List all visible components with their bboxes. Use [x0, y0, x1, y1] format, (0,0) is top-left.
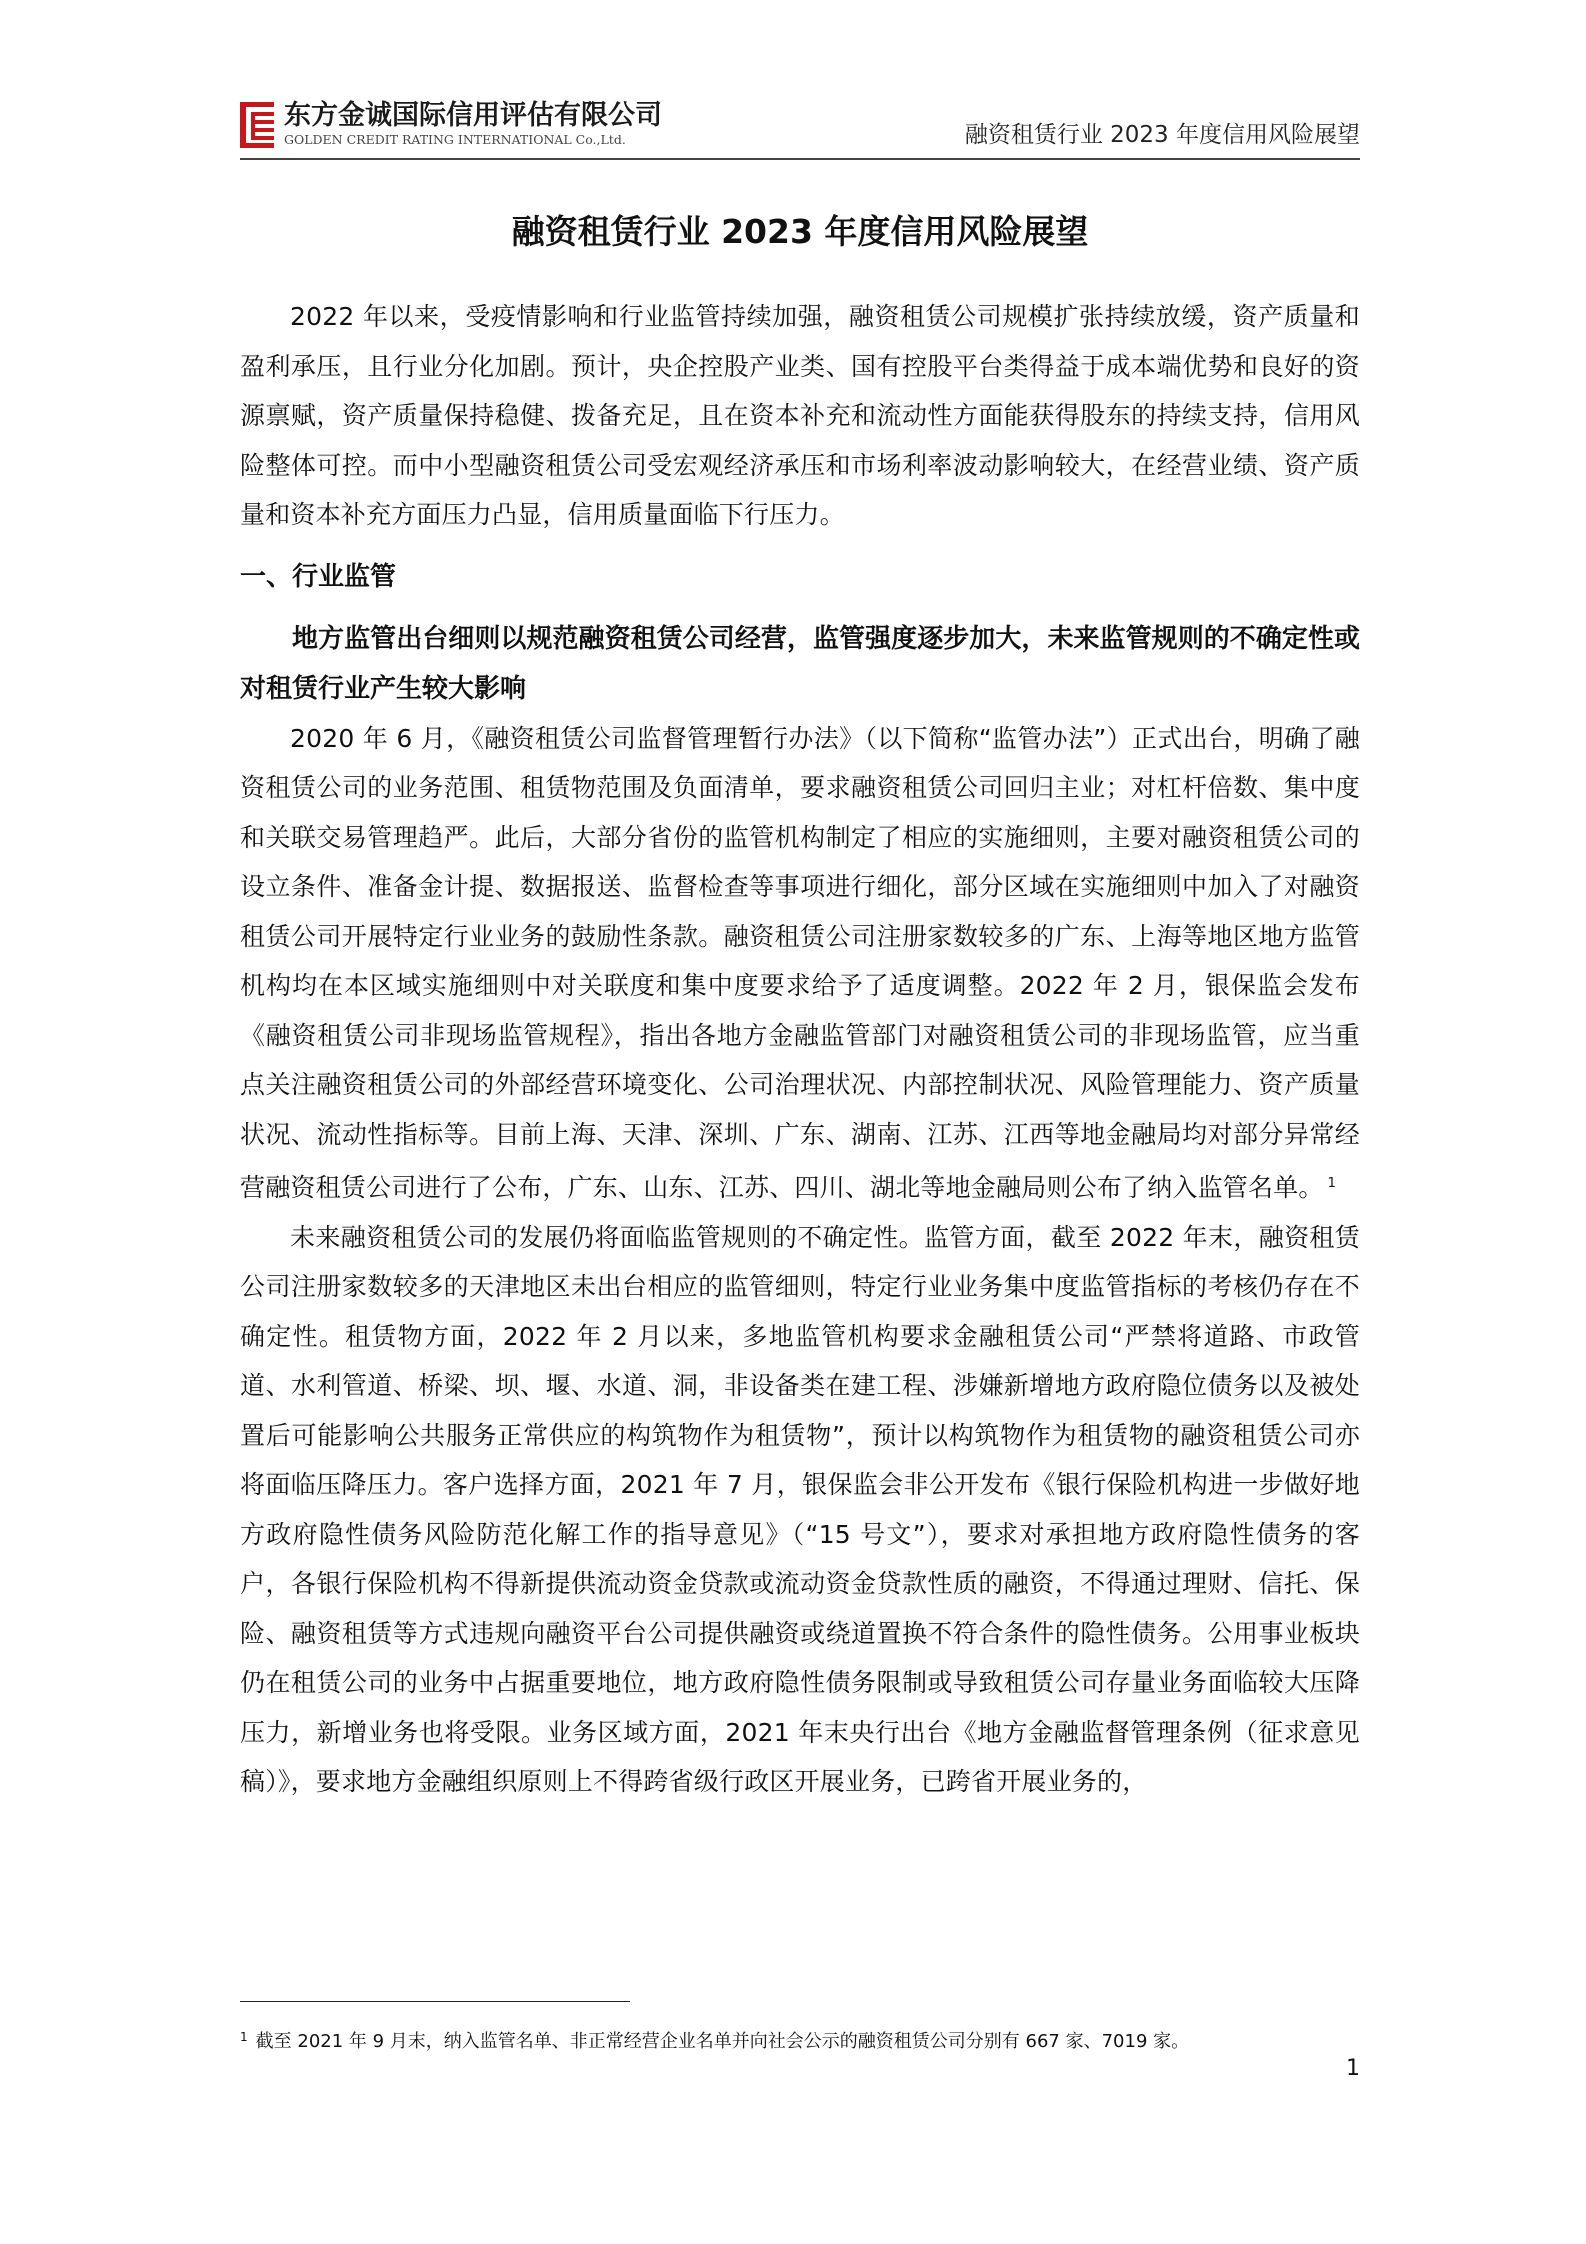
header-divider [240, 158, 1360, 160]
company-name-cn: 东方金诚国际信用评估有限公司 [284, 100, 662, 131]
body-paragraph-1 [240, 714, 1360, 1213]
footnote-marker: 1 [240, 2030, 248, 2044]
company-logo-icon [240, 102, 274, 148]
footnote-divider [240, 2001, 630, 2002]
header-report-title: 融资租赁行业 2023 年度信用风险展望 [964, 122, 1360, 148]
section-subheading: 地方监管出台细则以规范融资租赁公司经营，监管强度逐步加大，未来监管规则的不确定性或对租赁行业产生较大影响 [240, 623, 1360, 704]
company-name [284, 100, 662, 147]
footnote-text: 截至 2021 年 9 月末，纳入监管名单、非正常经营企业名单并向社会公示的融资租赁公司分别有 667 家、7019 家。 [255, 2031, 1190, 2052]
intro-paragraph: 2022 年以来，受疫情影响和行业监管持续加强，融资租赁公司规模扩张持续放缓，资产质量和盈利承压，且行业分化加剧。预计，央企控股产业类、国有控股平台类得益于成本端优势和良好的资源禀赋，资产质量保持稳健、拨备充足，且在资本补充和流动性方面能获得股东的持续支持，信用风险整体可控。而中小型融资租赁公司受宏观经济承压和市场利率波动影响较大，在经营业绩、资产质量和资本补充方面压力凸显，信用质量面临下行压力。 [240, 302, 1360, 529]
document-title: 融资租赁行业 2023 年度信用风险展望 [511, 212, 1089, 251]
footnote [240, 2024, 1360, 2055]
page-header [240, 100, 1360, 158]
company-name-en: GOLDEN CREDIT RATING INTERNATIONAL Co.,Ltd. [284, 132, 626, 147]
page-number: 1 [1346, 2056, 1360, 2081]
body-paragraph-1-text: 2020 年 6 月，《融资租赁公司监督管理暂行办法》（以下简称“监管办法”）正式出台，明确了融资租赁公司的业务范围、租赁物范围及负面清单，要求融资租赁公司回归主业；对杠杆倍数、集中度和关联交易管理趋严。此后，大部分省份的监管机构制定了相应的实施细则，主要对融资租赁公司的设立条件、准备金计提、数据报送、监督检查等事项进行细化，部分区域在实施细则中加入了对融资租赁公司开展特定行业业务的鼓励性条款。融资租赁公司注册家数较多的广东、上海等地区地方监管机构均在本区域实施细则中对关联度和集中度要求给予了适度调整。2022 年 2 月，银保监会发布《融资租赁公司非现场监管规程》，指出各地方金融监管部门对融资租赁公司的非现场监管，应当重点关注融资租赁公司的外部经营环境变化、公司治理状况、内部控制状况、风险管理能力、资产质量状况、流动性指标等。目前上海、天津、深圳、广东、湖南、江苏、江西等地金融局均对部分异常经营融资租赁公司进行了公布，广东、山东、江苏、四川、湖北等地金融局则公布了纳入监管名单。 [240, 723, 1360, 1202]
body-paragraph-2: 未来融资租赁公司的发展仍将面临监管规则的不确定性。监管方面，截至 2022 年末，融资租赁公司注册家数较多的天津地区未出台相应的监管细则，特定行业业务集中度监管指标的考核仍存在不确定性。租赁物方面，2022 年 2 月以来，多地监管机构要求金融租赁公司“严禁将道路、市政管道、水利管道、桥梁、坝、堰、水道、洞，非设备类在建工程、涉嫌新增地方政府隐位债务以及被处置后可能影响公共服务正常供应的构筑物作为租赁物”，预计以构筑物作为租赁物的融资租赁公司亦将面临压降压力。客户选择方面，2021 年 7 月，银保监会非公开发布《银行保险机构进一步做好地方政府隐性债务风险防范化解工作的指导意见》（“15 号文”），要求对承担地方政府隐性债务的客户，各银行保险机构不得新提供流动资金贷款或流动资金贷款性质的融资，不得通过理财、信托、保险、融资租赁等方式违规向融资平台公司提供融资或绕道置换不符合条件的隐性债务。公用事业板块仍在租赁公司的业务中占据重要地位，地方政府隐性债务限制或导致租赁公司存量业务面临较大压降压力，新增业务也将受限。业务区域方面，2021 年末央行出台《地方金融监督管理条例（征求意见稿）》，要求地方金融组织原则上不得跨省级行政区开展业务，已跨省开展业务的， [240, 1222, 1360, 1796]
footnote-reference[interactable]: 1 [1327, 1176, 1337, 1191]
document-body [240, 292, 1360, 1807]
section-heading: 一、行业监管 [240, 561, 397, 592]
